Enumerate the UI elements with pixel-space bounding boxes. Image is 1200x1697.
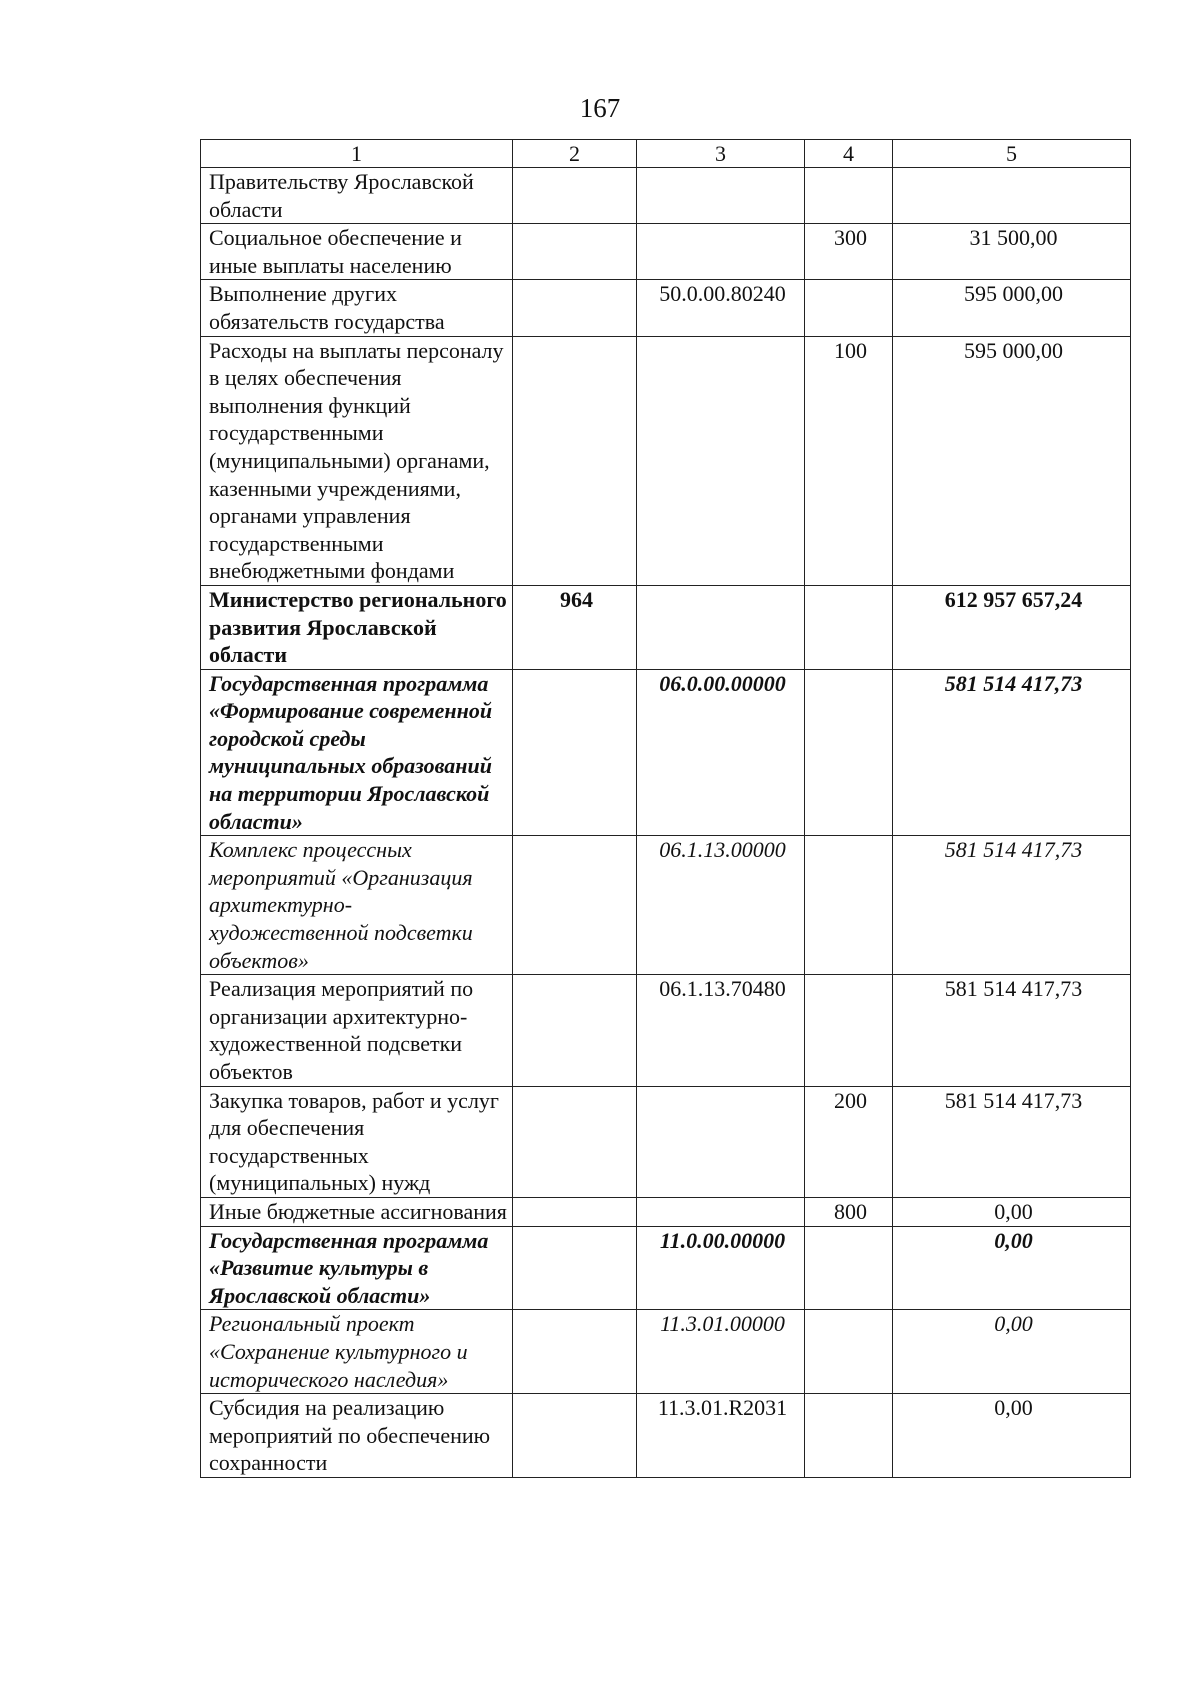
ministry-code-cell [513, 836, 637, 975]
expense-type-cell: 200 [805, 1086, 893, 1197]
amount-cell: 31 500,00 [893, 224, 1131, 280]
ministry-code-cell [513, 1394, 637, 1478]
ministry-code-cell [513, 336, 637, 585]
ministry-code-cell [513, 168, 637, 224]
target-article-cell: 06.1.13.00000 [637, 836, 805, 975]
page-number: 167 [579, 93, 621, 123]
target-article-cell [637, 585, 805, 669]
table-row [201, 836, 1131, 975]
expense-type-cell [805, 1310, 893, 1394]
table-row [201, 1086, 1131, 1197]
target-article-cell [637, 336, 805, 585]
column-header: 3 [637, 140, 805, 168]
amount-cell [893, 168, 1131, 224]
table-row [201, 1394, 1131, 1478]
row-name-cell: Социальное обеспечение и иные выплаты населению [201, 224, 513, 280]
target-article-cell: 11.3.01.00000 [637, 1310, 805, 1394]
expense-type-cell: 300 [805, 224, 893, 280]
expense-type-cell [805, 975, 893, 1086]
amount-cell: 0,00 [893, 1197, 1131, 1226]
ministry-code-cell [513, 224, 637, 280]
row-name-cell: Выполнение других обязательств государства [201, 280, 513, 336]
target-article-cell [637, 168, 805, 224]
table-header-row [201, 140, 1131, 168]
column-header: 4 [805, 140, 893, 168]
target-article-cell: 06.0.00.00000 [637, 669, 805, 836]
ministry-code-cell [513, 1197, 637, 1226]
row-name-cell: Субсидия на реализацию мероприятий по обеспечению сохранности [201, 1394, 513, 1478]
amount-cell: 595 000,00 [893, 336, 1131, 585]
row-name-cell: Государственная программа «Формирование современной городской среды муниципальных образований на территории Ярославской области» [201, 669, 513, 836]
ministry-code-cell [513, 975, 637, 1086]
row-name-cell: Региональный проект «Сохранение культурного и исторического наследия» [201, 1310, 513, 1394]
target-article-cell [637, 224, 805, 280]
target-article-cell: 50.0.00.80240 [637, 280, 805, 336]
expense-type-cell [805, 1394, 893, 1478]
row-name-cell: Комплекс процессных мероприятий «Организация архитектурно-художественной подсветки объектов» [201, 836, 513, 975]
expense-type-cell: 100 [805, 336, 893, 585]
expense-type-cell [805, 1226, 893, 1310]
amount-cell: 581 514 417,73 [893, 836, 1131, 975]
column-header: 2 [513, 140, 637, 168]
table-row [201, 280, 1131, 336]
budget-table [200, 139, 1131, 1478]
amount-cell: 0,00 [893, 1226, 1131, 1310]
ministry-code-cell [513, 1310, 637, 1394]
table-row [201, 1226, 1131, 1310]
table-row [201, 336, 1131, 585]
row-name-cell: Иные бюджетные ассигнования [201, 1197, 513, 1226]
row-name-cell: Реализация мероприятий по организации архитектурно-художественной подсветки объектов [201, 975, 513, 1086]
row-name-cell: Правительству Ярославской области [201, 168, 513, 224]
amount-cell: 581 514 417,73 [893, 1086, 1131, 1197]
expense-type-cell [805, 280, 893, 336]
expense-type-cell [805, 168, 893, 224]
amount-cell: 581 514 417,73 [893, 975, 1131, 1086]
ministry-code-cell: 964 [513, 585, 637, 669]
ministry-code-cell [513, 1226, 637, 1310]
table-row [201, 1197, 1131, 1226]
column-header: 5 [893, 140, 1131, 168]
target-article-cell: 11.3.01.R2031 [637, 1394, 805, 1478]
table-row [201, 224, 1131, 280]
expense-type-cell: 800 [805, 1197, 893, 1226]
row-name-cell: Закупка товаров, работ и услуг для обеспечения государственных (муниципальных) нужд [201, 1086, 513, 1197]
ministry-code-cell [513, 669, 637, 836]
row-name-cell: Расходы на выплаты персоналу в целях обеспечения выполнения функций государственными (муниципальными) органами, казенными учреждениями, органами управления государственными внебюджетными фондами [201, 336, 513, 585]
row-name-cell: Государственная программа «Развитие культуры в Ярославской области» [201, 1226, 513, 1310]
table-row [201, 585, 1131, 669]
row-name-cell: Министерство регионального развития Ярославской области [201, 585, 513, 669]
table-row [201, 168, 1131, 224]
table-row [201, 975, 1131, 1086]
amount-cell: 0,00 [893, 1394, 1131, 1478]
target-article-cell: 06.1.13.70480 [637, 975, 805, 1086]
table-row [201, 669, 1131, 836]
table-row [201, 1310, 1131, 1394]
column-header: 1 [201, 140, 513, 168]
amount-cell: 612 957 657,24 [893, 585, 1131, 669]
ministry-code-cell [513, 1086, 637, 1197]
expense-type-cell [805, 836, 893, 975]
expense-type-cell [805, 585, 893, 669]
amount-cell: 0,00 [893, 1310, 1131, 1394]
amount-cell: 581 514 417,73 [893, 669, 1131, 836]
target-article-cell [637, 1197, 805, 1226]
target-article-cell: 11.0.00.00000 [637, 1226, 805, 1310]
ministry-code-cell [513, 280, 637, 336]
expense-type-cell [805, 669, 893, 836]
amount-cell: 595 000,00 [893, 280, 1131, 336]
target-article-cell [637, 1086, 805, 1197]
